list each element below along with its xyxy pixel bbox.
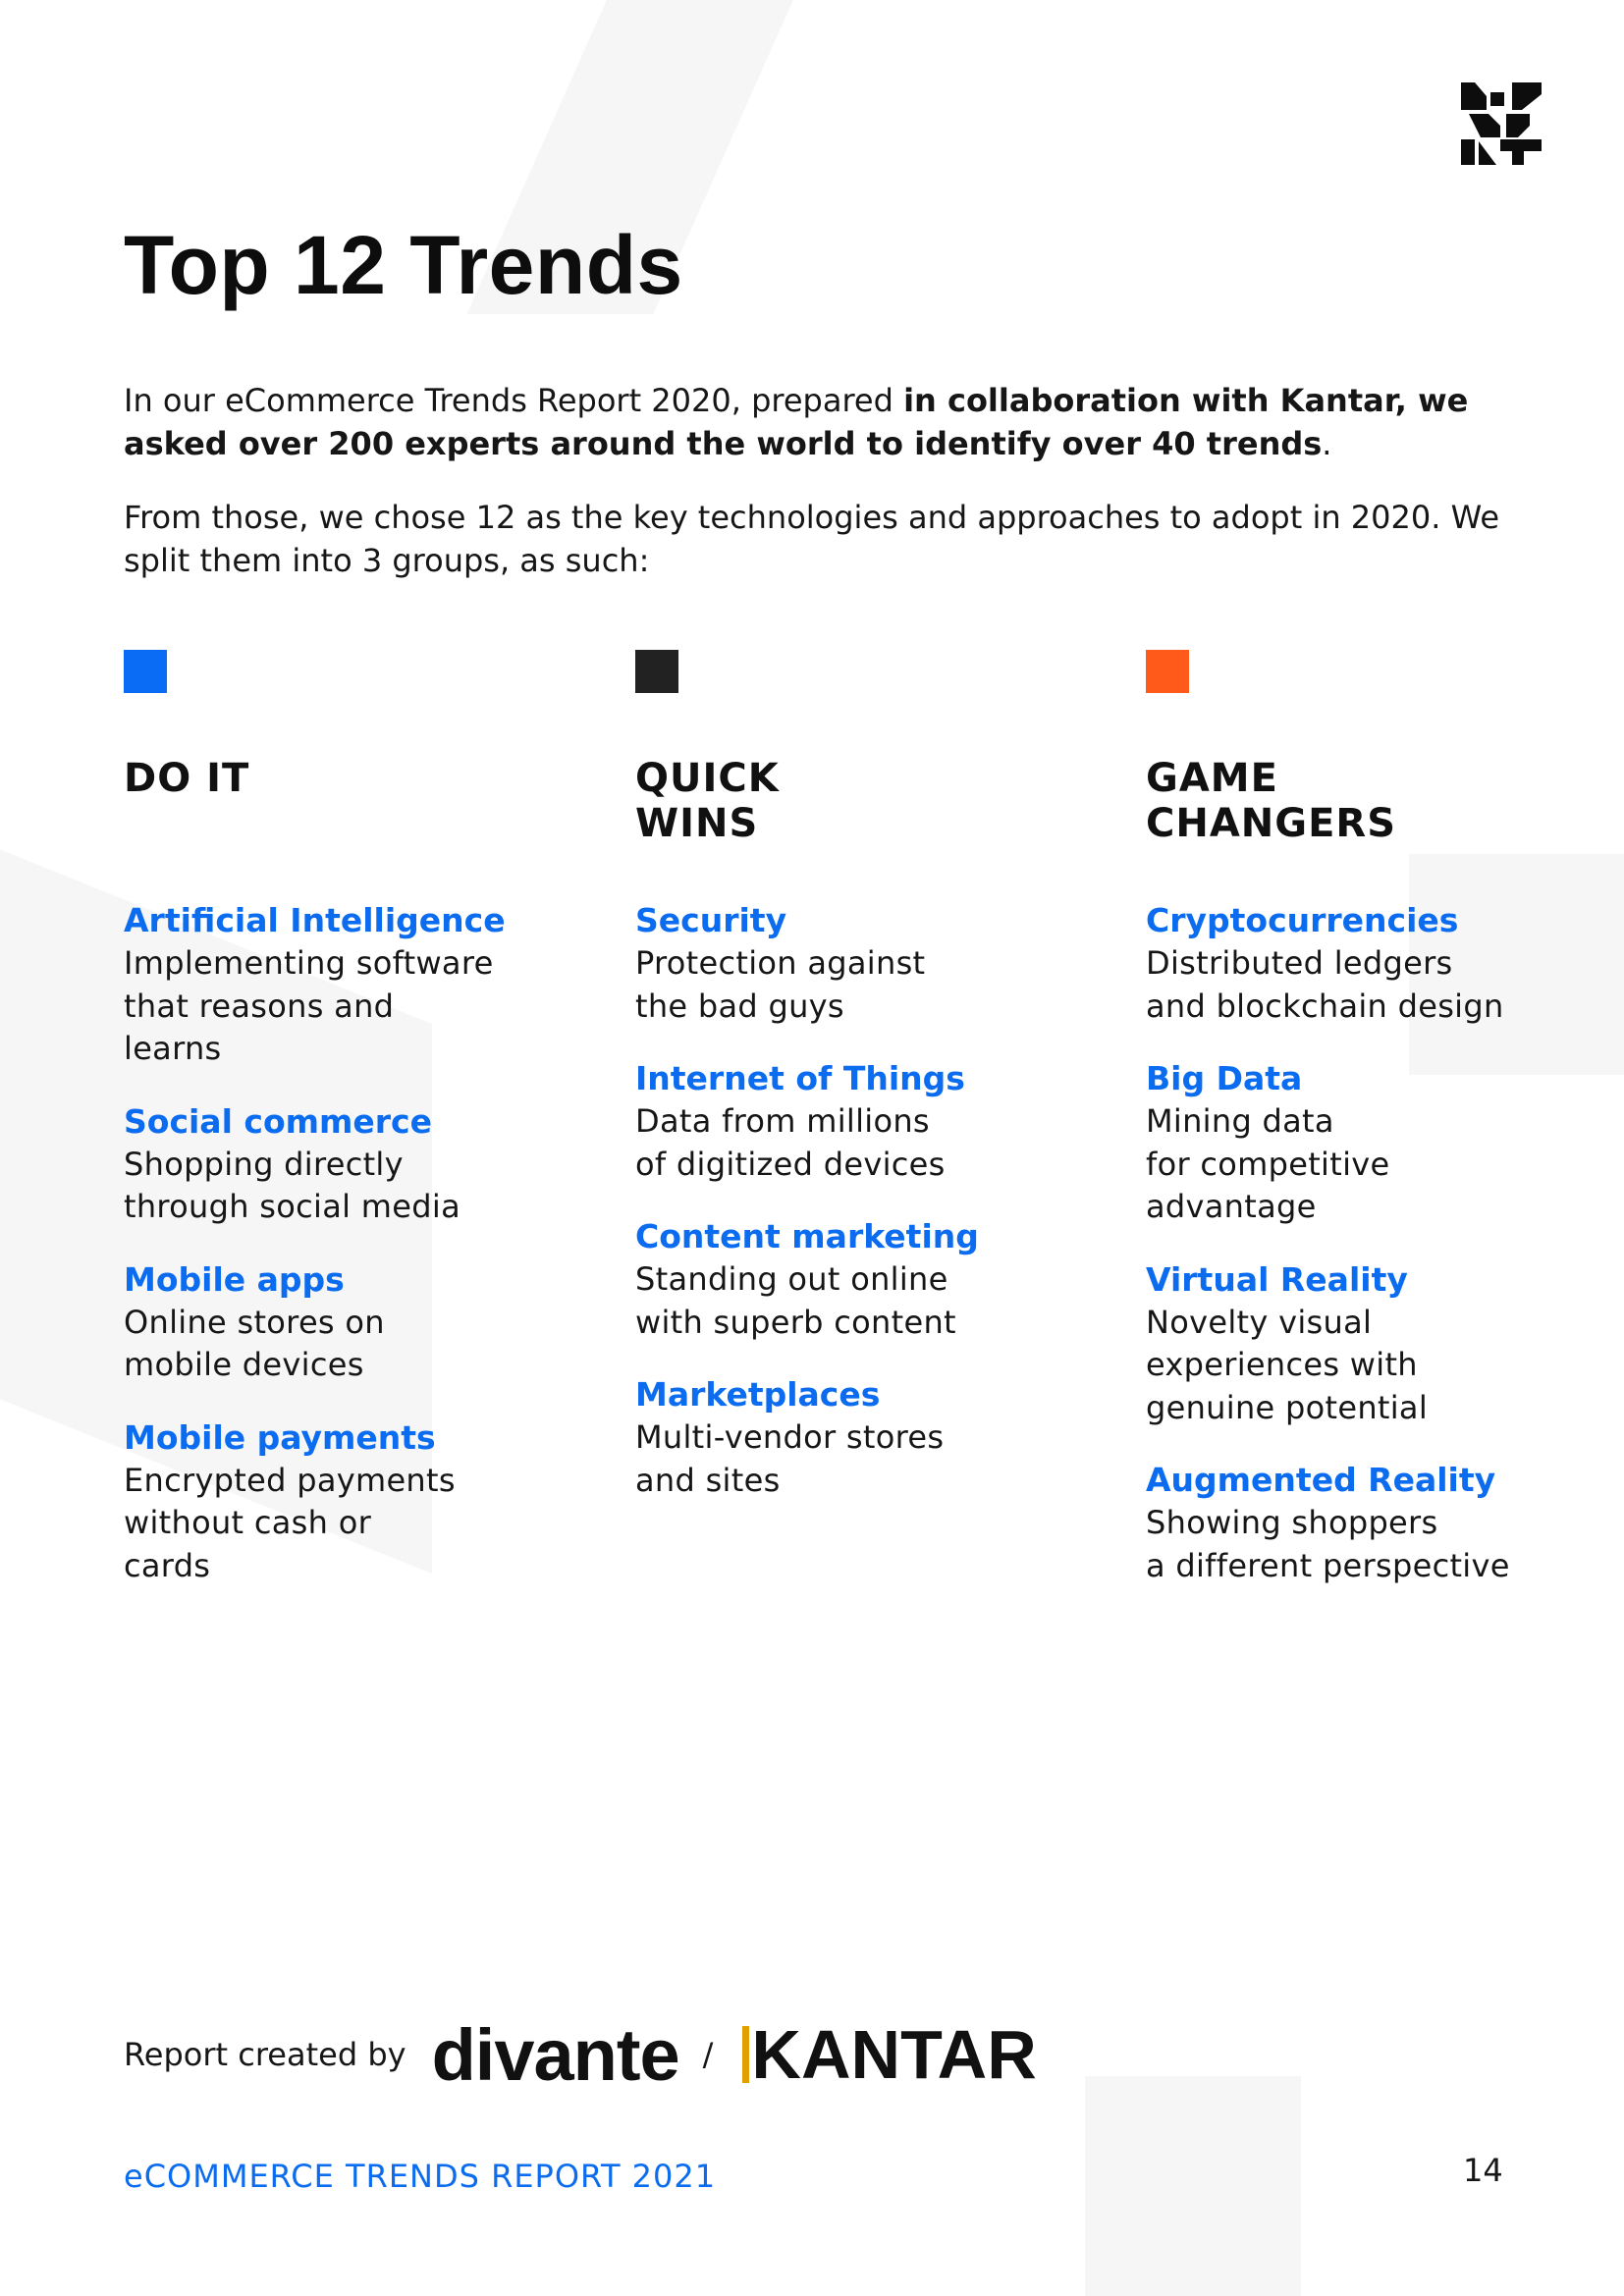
group-color-swatch [635, 650, 678, 693]
divante-wordmark: divante [431, 2013, 679, 2096]
credit-label: Report created by [124, 2036, 406, 2073]
group-game-changers [1146, 650, 1617, 1584]
intro-highlight: in collaboration with Kantar, we asked over 200 experts around the world to identify over 40 trends [124, 382, 1469, 462]
trend-item [1146, 1057, 1617, 1229]
trend-link[interactable]: Content marketing [635, 1217, 979, 1255]
trend-item [124, 1416, 595, 1588]
trend-item [635, 1373, 1107, 1502]
kantar-logo [742, 2015, 1036, 2094]
trend-link[interactable]: Artificial Intelligence [124, 901, 506, 939]
trend-description: Shopping directly through social media [124, 1145, 460, 1225]
trend-link[interactable]: Mobile apps [124, 1259, 345, 1299]
intro-paragraph-2: From those, we chose 12 as the key technologies and approaches to adopt in 2020. We split them into 3 groups, as such: [124, 499, 1500, 579]
group-title: GAME CHANGERS [1146, 756, 1397, 846]
trend-item [635, 899, 1107, 1028]
trend-link[interactable]: Virtual Reality [1146, 1259, 1408, 1299]
trend-item [635, 1215, 1107, 1344]
group-color-swatch [124, 650, 167, 693]
trend-item [1146, 1258, 1617, 1430]
trend-link[interactable]: Cryptocurrencies [1146, 901, 1459, 939]
intro-text: In our eCommerce Trends Report 2020, prepared [124, 382, 904, 419]
trend-description: Online stores on mobile devices [124, 1303, 385, 1383]
kantar-accent-bar [742, 2026, 749, 2083]
trend-item [635, 1057, 1107, 1186]
trend-item [1146, 899, 1617, 1028]
trend-description: Distributed ledgers and blockchain design [1146, 944, 1504, 1025]
brand-separator: / [702, 2036, 714, 2073]
trend-description: Standing out online with superb content [635, 1260, 956, 1341]
intro-paragraph [124, 379, 1518, 465]
page-number: 14 [1463, 2152, 1503, 2189]
trend-description: Mining data for competitive advantage [1146, 1102, 1390, 1225]
trend-description: Multi-vendor stores and sites [635, 1418, 945, 1499]
page-title: Top 12 Trends [124, 219, 683, 311]
trend-link[interactable]: Big Data [1146, 1059, 1303, 1097]
trend-link[interactable]: Marketplaces [635, 1375, 881, 1414]
kantar-wordmark: KANTAR [751, 2016, 1037, 2093]
group-quick-wins [635, 650, 1107, 1499]
trend-link[interactable]: Internet of Things [635, 1059, 965, 1097]
trend-link[interactable]: Security [635, 901, 787, 939]
divante-logo-icon [1461, 82, 1542, 165]
trend-description: Novelty visual experiences with genuine potential [1146, 1303, 1429, 1426]
group-do-it [124, 650, 595, 1584]
trend-description: Encrypted payments without cash or cards [124, 1461, 456, 1584]
intro-text-end: . [1322, 425, 1332, 462]
trend-list [635, 899, 1107, 1531]
report-title-footer: eCOMMERCE TRENDS REPORT 2021 [124, 2158, 717, 2195]
trend-item [124, 1258, 595, 1387]
trend-description: Showing shoppers a different perspective [1146, 1504, 1510, 1584]
trend-description: Data from millions of digitized devices [635, 1102, 946, 1183]
trend-item [124, 1100, 595, 1229]
trend-description: Protection against the bad guys [635, 944, 926, 1025]
trend-link[interactable]: Mobile payments [124, 1417, 436, 1457]
trend-description: Implementing software that reasons and learns [124, 944, 494, 1067]
trend-list [124, 899, 595, 1617]
report-credit [124, 2013, 1037, 2096]
trend-link[interactable]: Social commerce [124, 1101, 432, 1141]
trend-link[interactable]: Augmented Reality [1146, 1461, 1496, 1499]
trend-list [1146, 899, 1617, 1617]
trend-item [1146, 1459, 1617, 1587]
trend-item [124, 899, 595, 1071]
group-title: QUICK WINS [635, 756, 780, 846]
background-shape [1085, 2076, 1301, 2296]
group-title: DO IT [124, 756, 250, 801]
group-color-swatch [1146, 650, 1189, 693]
